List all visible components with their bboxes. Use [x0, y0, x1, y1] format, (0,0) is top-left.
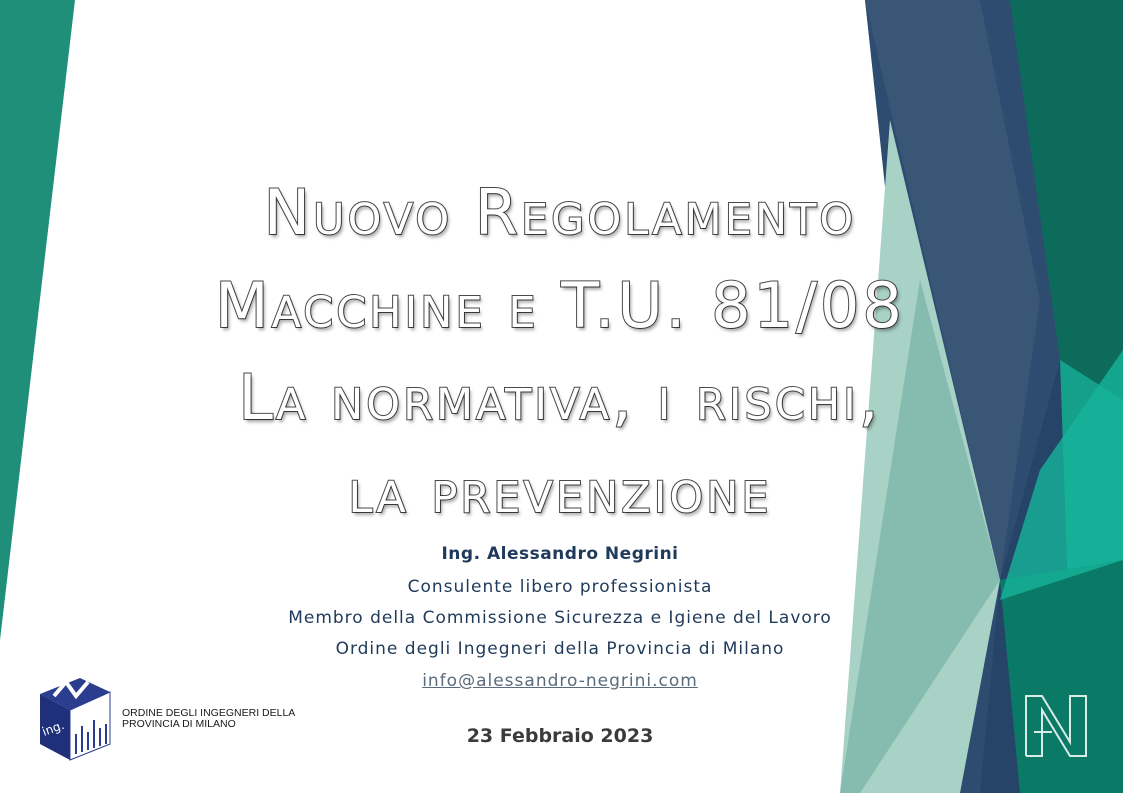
presentation-date: 23 Febbraio 2023 — [466, 725, 654, 747]
presenter-organization: Ordine degli Ingegneri della Provincia di Milano — [335, 639, 785, 659]
logo-text-line-1: ORDINE DEGLI INGEGNERI DELLA — [122, 707, 296, 719]
ordine-ingegneri-logo-icon — [36, 674, 114, 762]
an-monogram-icon — [1022, 692, 1090, 760]
title-line-1: Nuovo Regolamento — [263, 176, 857, 249]
left-teal-band — [0, 0, 75, 640]
title-line-4: la prevenzione — [348, 454, 772, 527]
presenter-name: Ing. Alessandro Negrini — [441, 544, 679, 564]
presenter-email-link[interactable]: info@alessandro-negrini.com — [422, 671, 698, 691]
ordine-ingegneri-logo-text — [122, 708, 295, 730]
title-line-3: La normativa, i rischi, — [238, 361, 882, 434]
logo-text-line-2: PROVINCIA DI MILANO — [122, 718, 236, 730]
presenter-role: Consulente libero professionista — [407, 577, 713, 597]
presenter-membership: Membro della Commissione Sicurezza e Igiene del Lavoro — [288, 608, 832, 628]
title-line-2: Macchine e T.U. 81/08 — [215, 269, 905, 342]
svg-text:ing.: ing. — [40, 718, 67, 739]
